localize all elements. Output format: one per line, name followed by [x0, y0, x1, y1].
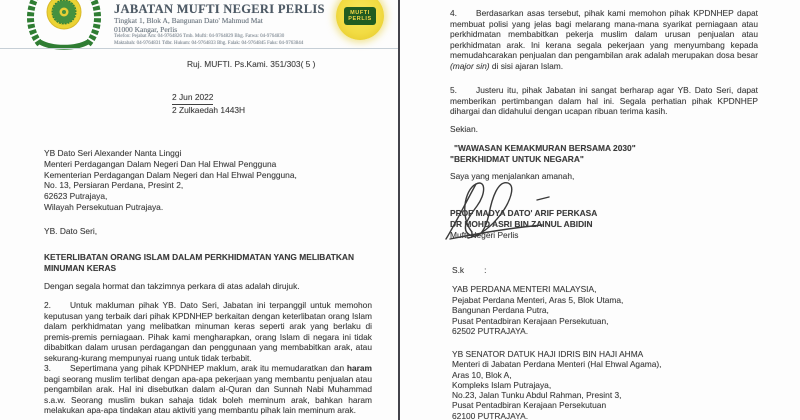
paragraph-3	[44, 363, 372, 416]
paragraph-number: 3.	[44, 363, 51, 373]
cc-header	[452, 265, 486, 276]
signature-block	[450, 208, 597, 240]
paragraph-number: 4.	[450, 8, 457, 18]
letterhead-divider	[0, 48, 398, 49]
paragraph-number: 2.	[44, 300, 51, 310]
org-phone-line-2: Maktabah: 04-9764831 Tdbr. Hukum: 04-9764833 Bhg. Falak: 04-9764845 Faks: 04-9763844	[114, 40, 304, 46]
seal-label	[344, 7, 376, 25]
slogan-line-1: "WAWASAN KEMAKMURAN BERSAMA 2030"	[454, 143, 636, 153]
paragraph-text: Untuk makluman pihak YB. Dato Seri, Jabatan ini terpanggil untuk memohon keputusan yang terbaik dari pihak KPDNHEP berkaitan dengan keterlibatan orang Islam dalam perkhidmatan yang melibatkan minuman keras seperti arak yang berlaku di premis-premis perniagaan. Pihak kami mengharapkan, orang Islam di negara ini tidak dibabitkan dalam urusan perdagangan dan penggunaan yang membabitkan arak, atau sekurang-kurang mempunyai ruang untuk tidak terbabit.	[44, 300, 372, 363]
opening-line: Dengan segala hormat dan takzimnya perkara di atas adalah dirujuk.	[44, 281, 300, 291]
signer-name-line-1: PROF MADYA DATO' ARIF PERKASA	[450, 208, 598, 218]
cc-line: Kompleks Islam Putrajaya,	[452, 379, 552, 390]
paragraph-number: 5.	[450, 85, 457, 95]
org-phone-line-1: Telefon: Pejabat Am: 04-9764826 Tmb. Mufti: 04-9764829 Bhg. Fatwa: 04-9764830	[114, 34, 285, 39]
reference-number: Ruj. MUFTI. Ps.Kami. 351/303( 5 )	[187, 59, 316, 69]
paragraph-text: Berdasarkan asas tersebut, pihak kami memohon pihak KPDNHEP dapat membuat polisi yang jelas bagi melarang mana-mana syarikat perniagaan atau perkhidmatan membabitkan pekerja muslim dalam urusan penjualan atau perkhidmatan arak. Ini kerana segala pekerjaan yang menyumbang kepada memudahcarakan penjualan dan pengambilan arak adalah merupakan dosa besar	[450, 8, 758, 61]
date-hijri: 2 Zulkaedah 1443H	[172, 105, 246, 115]
cc-line: Aras 10, Blok A,	[452, 369, 512, 380]
cc-line: Pejabat Perdana Menteri, Aras 5, Blok Utama,	[452, 294, 624, 305]
org-address-line-1: Tingkat 1, Blok A, Bangunan Dato' Mahmud Mat	[114, 16, 263, 25]
recipient-line: No. 13, Persiaran Perdana, Presint 2,	[44, 180, 184, 191]
signer-name-line-2: DR MOHD ASRI BIN ZAINUL ABIDIN	[450, 218, 593, 229]
cc-address-2	[452, 349, 661, 420]
paragraph-4	[450, 8, 758, 72]
letterhead	[114, 2, 354, 47]
paragraph-text: di sisi ajaran Islam.	[489, 60, 564, 71]
subject-line: KETERLIBATAN ORANG ISLAM DALAM PERKHIDMATAN YANG MELIBATKAN MINUMAN KERAS	[44, 252, 355, 273]
cc-colon: :	[484, 265, 487, 275]
closing-word: Sekian.	[450, 124, 478, 134]
cc-line: Bangunan Perdana Putra,	[452, 305, 549, 316]
date-block	[172, 92, 245, 116]
cc-line: Pusat Pentadbiran Kerajaan Persekutuan	[452, 400, 607, 411]
paragraph-text: Sepertimana yang pihak KPDNHEP maklum, arak itu memudaratkan dan	[70, 363, 347, 373]
date-gregorian: 2 Jun 2022	[172, 92, 213, 105]
mufti-department-emblem-icon	[24, 0, 104, 50]
cc-line: 62100 PUTRAJAYA.	[452, 410, 529, 420]
cc-line: 62502 PUTRAJAYA.	[452, 326, 529, 337]
cc-label: S.k	[452, 265, 465, 275]
paragraph-2	[44, 300, 372, 364]
cc-line: YB SENATOR DATUK HAJI IDRIS BIN HAJI AHMA	[452, 349, 644, 359]
seal-text-line-2: PERLIS	[348, 16, 372, 22]
paragraph-text: bagi seorang muslim terlibat dengan apa-apa pekerjaan yang membantu penjualan atau pengambilan arak. Hal ini disebutkan dalam al-Quran dan Sunnah Nabi Muhammad s.a.w. Seorang muslim bukan sahaja tidak boleh meminum arak, bahkan haram melakukan apa-apa tindakan atau aktiviti yang membantu pihak lain meminum arak.	[44, 373, 372, 416]
recipient-line: Kementerian Perdagangan Dalam Negeri dan Hal Ehwal Pengguna,	[44, 169, 297, 180]
cc-line: Pusat Pentadbiran Kerajaan Persekutuan,	[452, 315, 609, 326]
recipient-line: Wilayah Persekutuan Putrajaya.	[44, 201, 164, 212]
org-name: JABATAN MUFTI NEGERI PERLIS	[114, 2, 325, 16]
cc-address-1	[452, 284, 623, 337]
salutation: YB. Dato Seri,	[44, 226, 98, 236]
recipient-address	[44, 148, 297, 213]
letter-page-2	[398, 0, 800, 420]
letter-page-1	[0, 0, 398, 420]
recipient-line: 62623 Putrajaya,	[44, 191, 108, 202]
slogan-line-2: "BERKHIDMAT UNTUK NEGARA"	[450, 154, 584, 164]
org-address-line-2: 01000 Kangar, Perlis	[114, 25, 178, 34]
signer-title: Mufti Negeri Perlis	[450, 229, 519, 240]
mufti-perlis-seal-icon	[336, 0, 384, 40]
cc-line: Menteri di Jabatan Perdana Menteri (Hal Ehwal Agama),	[452, 359, 662, 370]
seal-text-line-1: MUFTI	[350, 9, 370, 16]
sign-off-line: Saya yang menjalankan amanah,	[450, 171, 575, 181]
paragraph-text: Justeru itu, pihak Jabatan ini sangat berharap agar YB. Dato Seri, dapat memberikan pertimbangan dalam hal ini. Segala perhatian pihak KPDNHEP dihargai dan didahului dengan ucapan ribuan terima kasih.	[450, 85, 758, 117]
italic-phrase: (major sin)	[450, 60, 490, 71]
cc-line: No.23, Jalan Tunku Abdul Rahman, Presint 3,	[452, 390, 622, 401]
recipient-line: Menteri Perdagangan Dalam Negeri Dan Hal Ehwal Pengguna	[44, 158, 277, 169]
recipient-line: YB Dato Seri Alexander Nanta Linggi	[44, 148, 182, 158]
paragraph-5	[450, 85, 758, 117]
emphasized-word: haram	[346, 363, 372, 373]
cc-line: YAB PERDANA MENTERI MALAYSIA,	[452, 284, 597, 294]
